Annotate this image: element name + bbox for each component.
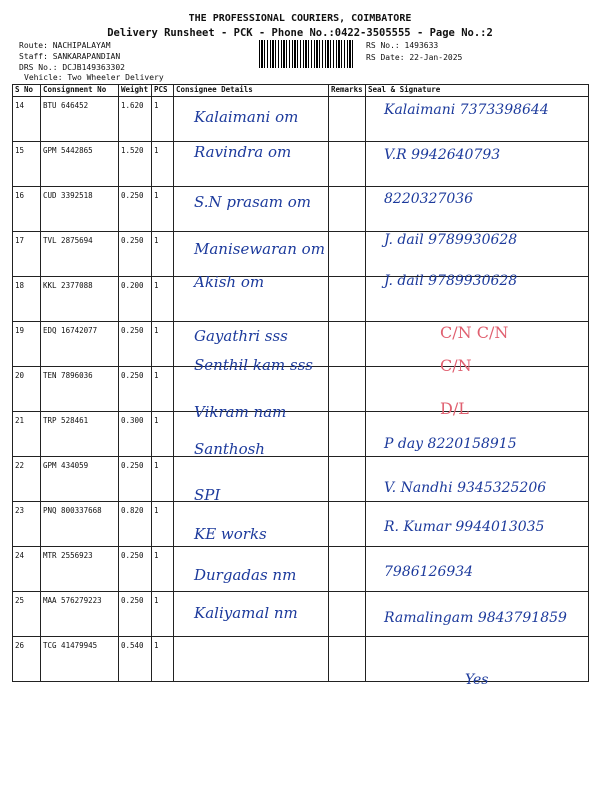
pcs: 1 [152,142,174,187]
weight: 0.250 [119,187,152,232]
pcs: 1 [152,367,174,412]
row-sno: 26 [13,637,41,682]
remarks-cell [329,322,366,367]
consignee-handwriting: Durgadas nm [194,566,297,585]
remarks-cell [329,232,366,277]
weight: 0.250 [119,232,152,277]
status-stamp: C/N [440,355,472,375]
consignment-no: GPM 5442865 [41,142,119,187]
col-sno: S No [13,85,41,97]
table-row [13,142,589,187]
consignment-no: KKL 2377088 [41,277,119,322]
row-sno: 14 [13,97,41,142]
weight: 0.250 [119,367,152,412]
drs-number: DRS No.: DCJB149363302 [19,63,125,72]
consignee-handwriting: Manisewaran om [194,239,325,258]
pcs: 1 [152,187,174,232]
col-pcs: PCS [152,85,174,97]
consignee-handwriting: Vikram nam [194,403,287,422]
signature-handwriting: 7986126934 [384,564,474,581]
pcs: 1 [152,502,174,547]
signature-handwriting: Kalaimani 7373398644 [384,102,549,118]
pcs: 1 [152,637,174,682]
remarks-cell [329,277,366,322]
pcs: 1 [152,322,174,367]
vehicle-label: Vehicle: Two Wheeler Delivery [24,73,164,82]
consignee-handwriting: Kalaimani om [194,108,299,126]
signature-handwriting: P day 8220158915 [384,436,517,453]
col-signature: Seal & Signature [366,85,589,97]
consignment-no: GPM 434059 [41,457,119,502]
pcs: 1 [152,457,174,502]
status-stamp: D/L [440,399,469,419]
remarks-cell [329,547,366,592]
col-consignment: Consignment No [41,85,119,97]
col-remarks: Remarks [329,85,366,97]
consignment-no: BTU 646452 [41,97,119,142]
weight: 0.250 [119,322,152,367]
row-sno: 18 [13,277,41,322]
col-weight: Weight [119,85,152,97]
remarks-cell [329,367,366,412]
pcs: 1 [152,97,174,142]
remarks-cell [329,502,366,547]
remarks-cell [329,97,366,142]
consignment-no: TCG 41479945 [41,637,119,682]
consignee-handwriting: Akish om [194,273,265,292]
row-sno: 21 [13,412,41,457]
remarks-cell [329,412,366,457]
barcode [259,40,354,68]
staff-label: Staff: SANKARAPANDIAN [19,52,121,61]
row-sno: 23 [13,502,41,547]
pcs: 1 [152,592,174,637]
table-row [13,637,589,682]
consignee-handwriting: SPI [194,485,221,504]
row-sno: 25 [13,592,41,637]
weight: 0.250 [119,592,152,637]
consignment-no: TEN 7896036 [41,367,119,412]
signature-handwriting: Ramalingam 9843791859 [384,609,567,626]
consignee-handwriting: Gayathri sss [194,326,288,345]
row-sno: 24 [13,547,41,592]
consignment-no: EDQ 16742077 [41,322,119,367]
consignee-handwriting: S.N prasam om [194,192,312,211]
row-sno: 15 [13,142,41,187]
weight: 0.540 [119,637,152,682]
table-header [13,85,589,97]
rs-date: RS Date: 22-Jan-2025 [366,53,463,62]
signature-handwriting: J. dail 9789930628 [384,273,518,290]
pcs: 1 [152,232,174,277]
row-sno: 22 [13,457,41,502]
remarks-cell [329,457,366,502]
consignment-no: TVL 2875694 [41,232,119,277]
company-title: THE PROFESSIONAL COURIERS, COIMBATORE [188,13,412,24]
consignment-no: MAA 576279223 [41,592,119,637]
weight: 0.300 [119,412,152,457]
consignee-handwriting: Senthil kam sss [194,355,313,374]
table-row [13,547,589,592]
remarks-cell [329,592,366,637]
row-sno: 17 [13,232,41,277]
runsheet-table [12,84,589,682]
row-sno: 20 [13,367,41,412]
weight: 0.250 [119,457,152,502]
signature-handwriting: 8220327036 [384,190,474,207]
remarks-cell [329,637,366,682]
signature-cell [366,367,589,412]
signature-handwriting: R. Kumar 9944013035 [384,519,545,535]
signature-handwriting: V.R 9942640793 [384,147,501,164]
runsheet-subtitle: Delivery Runsheet - PCK - Phone No.:0422-3505555 - Page No.:2 [107,27,493,39]
consignee-handwriting: Santhosh [194,440,265,459]
consignee-handwriting: KE works [194,525,267,543]
weight: 1.520 [119,142,152,187]
signature-handwriting: J. dail 9789930628 [384,231,518,248]
consignment-no: MTR 2556923 [41,547,119,592]
col-consignee: Consignee Details [174,85,329,97]
route-label: Route: NACHIPALAYAM [19,41,111,50]
row-sno: 19 [13,322,41,367]
rs-number: RS No.: 1493633 [366,41,439,50]
weight: 1.620 [119,97,152,142]
footer-handwritten-note: Yes [465,672,489,688]
consignee-handwriting: Kaliyamal nm [194,603,298,622]
weight: 0.200 [119,277,152,322]
consignment-no: TRP 528461 [41,412,119,457]
weight: 0.820 [119,502,152,547]
pcs: 1 [152,547,174,592]
row-sno: 16 [13,187,41,232]
pcs: 1 [152,412,174,457]
consignee-cell [174,637,329,682]
signature-handwriting: V. Nandhi 9345325206 [384,479,547,496]
status-stamp: C/N C/N [440,322,509,342]
consignment-no: CUD 3392518 [41,187,119,232]
weight: 0.250 [119,547,152,592]
consignment-no: PNQ 800337668 [41,502,119,547]
pcs: 1 [152,277,174,322]
consignee-handwriting: Ravindra om [194,143,292,162]
remarks-cell [329,187,366,232]
remarks-cell [329,142,366,187]
